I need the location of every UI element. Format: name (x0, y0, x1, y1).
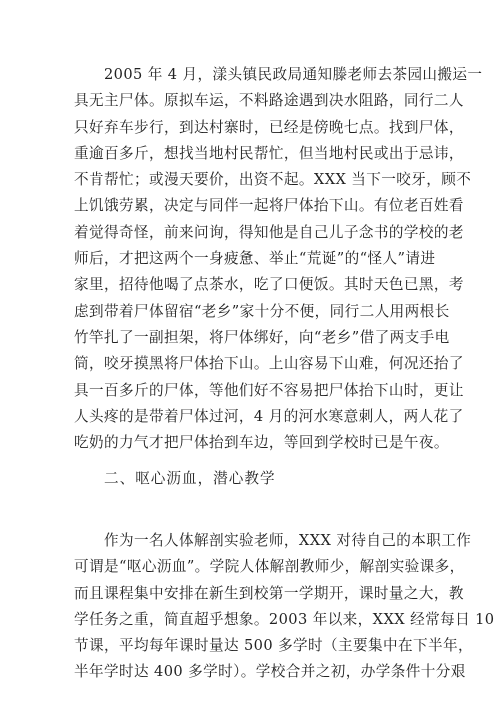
text-line: 2005 年 4 月，漾头镇民政局通知滕老师去茶园山搬运一 (104, 66, 483, 83)
text-line: 而且课程集中安排在新生到校第一学期开，课时量之大，教 (74, 584, 464, 602)
text-line: 师后，才把这两个一身疲惫、举止“荒诞”的“怪人”请进 (74, 250, 436, 268)
text-line: 重逾百多斤，想找当地村民帮忙，但当地村民或出于忌讳， (74, 144, 464, 162)
section-heading-text: 二、呕心沥血，潜心教学 (104, 470, 276, 487)
text-line: 吃奶的力气才把尸体抬到车边，等回到学校时已是午夜。 (74, 434, 449, 452)
text-line: 可谓是“呕心沥血”。学院人体解剖教师少，解剖实验课多， (74, 558, 465, 576)
text-line: 作为一名人体解剖实验老师，XXX 对待自己的本职工作 (104, 532, 472, 549)
text-line: 不肯帮忙；或漫天要价，出资不起。XXX 当下一咬牙，顾不 (74, 171, 472, 189)
text-line: 半年学时达 400 多学时）。学校合并之初，办学条件十分艰 (74, 663, 466, 681)
text-line: 家里，招待他喝了点茶水，吃了口便饭。其时天色已黑，考 (74, 276, 464, 294)
text-line: 人头疼的是带着尸体过河，4 月的河水寒意刺人，两人花了 (74, 407, 464, 425)
text-line: 学任务之重，简直超乎想象。2003 年以来，XXX 经常每日 10 (74, 610, 495, 628)
text-line: 筒，咬牙摸黑将尸体抬下山。上山容易下山难，何况还抬了 (74, 355, 464, 373)
paragraph-body-1 (74, 62, 483, 456)
text-line: 着觉得奇怪，前来问询，得知他是自己儿子念书的学校的老 (74, 223, 464, 241)
section-heading (74, 466, 434, 492)
text-line: 具无主尸体。原拟车运，不料路途遇到决水阻路，同行二人 (74, 92, 464, 110)
text-line: 竹竿扎了一副担架，将尸体绑好，向“老乡”借了两支手电 (74, 328, 450, 346)
text-line: 虑到带着尸体留宿“老乡”家十分不便，同行二人用两根长 (74, 302, 450, 320)
text-line: 只好弃车步行，到达村寨时，已经是傍晚七点。找到尸体， (74, 118, 464, 136)
text-line: 上饥饿劳累，决定与同伴一起将尸体抬下山。有位老百姓看 (74, 197, 464, 215)
text-line: 具一百多斤的尸体，等他们好不容易把尸体抬下山时，更让 (74, 381, 464, 399)
paragraph-body-2 (74, 528, 495, 686)
text-line: 节课，平均每年课时量达 500 多学时（主要集中在下半年， (74, 637, 473, 655)
